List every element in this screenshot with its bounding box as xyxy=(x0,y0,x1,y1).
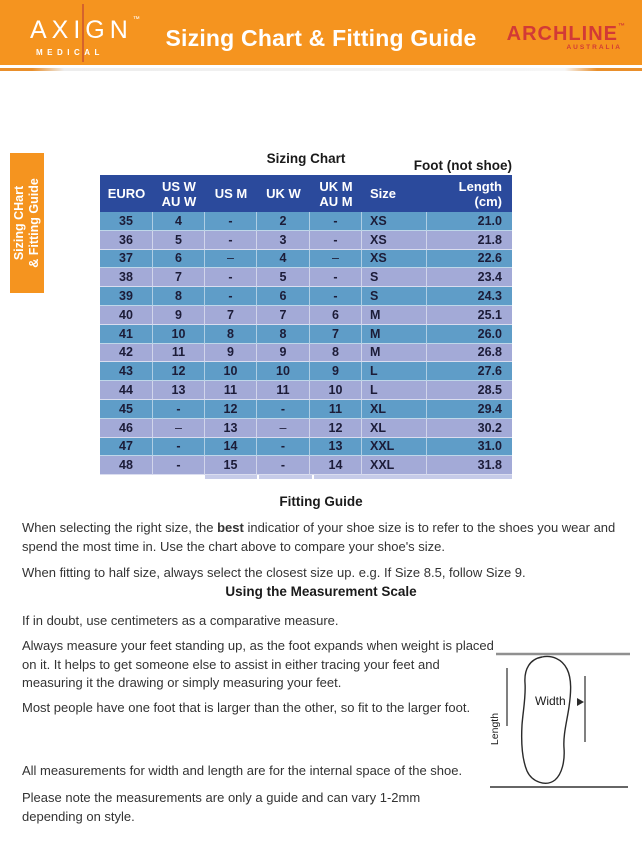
table-row xyxy=(100,325,512,344)
table-cell: - xyxy=(153,456,205,475)
table-cell: – xyxy=(310,250,362,269)
table-cell: 11 xyxy=(257,381,310,400)
table-cell: 31.0 xyxy=(427,438,512,457)
table-cell: 40 xyxy=(100,306,153,325)
table-cell: - xyxy=(310,212,362,231)
measurement-paragraph-4: All measurements for width and length are for the internal space of the shoe. xyxy=(22,763,463,778)
table-cell: 13 xyxy=(205,419,257,438)
table-cell: 28.5 xyxy=(427,381,512,400)
table-cell: - xyxy=(310,268,362,287)
table-cell: 7 xyxy=(153,268,205,287)
table-cell: 12 xyxy=(153,362,205,381)
table-cell: XXL xyxy=(362,438,427,457)
table-cell: 9 xyxy=(205,344,257,363)
header-divider xyxy=(0,68,642,71)
table-cell: – xyxy=(153,419,205,438)
table-cell: 5 xyxy=(257,268,310,287)
table-row xyxy=(100,306,512,325)
width-arrow-icon xyxy=(577,698,584,706)
table-cell: L xyxy=(362,381,427,400)
column-header: Length (cm) xyxy=(427,175,512,212)
axign-logo-name: AXIGN™ xyxy=(30,16,140,44)
table-row xyxy=(100,419,512,438)
table-cell: 11 xyxy=(153,344,205,363)
table-cell: 36 xyxy=(100,231,153,250)
table-cell: 8 xyxy=(153,287,205,306)
table-cell: 7 xyxy=(257,306,310,325)
table-cell: 15 xyxy=(205,456,257,475)
table-row xyxy=(100,362,512,381)
measurement-paragraph-1: If in doubt, use centimeters as a comparative measure. xyxy=(22,613,339,628)
table-cell: 22.6 xyxy=(427,250,512,269)
table-cell: 23.4 xyxy=(427,268,512,287)
table-strip xyxy=(314,475,512,479)
table-cell: L xyxy=(362,362,427,381)
table-cell: 12 xyxy=(310,419,362,438)
table-cell: 8 xyxy=(205,325,257,344)
table-cell: - xyxy=(257,400,310,419)
table-cell: M xyxy=(362,306,427,325)
table-cell: 37 xyxy=(100,250,153,269)
foot-measurement-diagram xyxy=(488,645,638,793)
column-header: US W AU W xyxy=(153,175,205,212)
table-cell: 4 xyxy=(153,212,205,231)
table-cell: 9 xyxy=(310,362,362,381)
table-cell: 9 xyxy=(257,344,310,363)
table-strip xyxy=(205,475,257,479)
table-cell: XXL xyxy=(362,456,427,475)
axign-tm: ™ xyxy=(132,16,140,23)
table-cell: - xyxy=(310,287,362,306)
table-cell: 38 xyxy=(100,268,153,287)
table-cell: 2 xyxy=(257,212,310,231)
table-cell: 45 xyxy=(100,400,153,419)
table-cell: 24.3 xyxy=(427,287,512,306)
table-cell: 42 xyxy=(100,344,153,363)
sizing-chart-title: Sizing Chart xyxy=(266,151,346,166)
table-cell: 6 xyxy=(153,250,205,269)
table-cell: 8 xyxy=(310,344,362,363)
table-cell: – xyxy=(257,419,310,438)
table-header-row xyxy=(100,175,512,212)
side-tab-sizing-chart xyxy=(10,153,44,293)
column-header: UK M AU M xyxy=(310,175,362,212)
table-cell: - xyxy=(205,212,257,231)
length-label: Length xyxy=(489,712,501,746)
table-cell: XL xyxy=(362,400,427,419)
archline-logo-name: ARCHLINE™ xyxy=(506,23,626,45)
table-cell: 9 xyxy=(153,306,205,325)
side-tab-line2: & Fitting Guide xyxy=(27,178,42,268)
fitting-guide-paragraph-1 xyxy=(22,519,624,556)
column-header: EURO xyxy=(100,175,153,212)
table-cell: 7 xyxy=(310,325,362,344)
p1-after: indicatior of your shoe size is to refer to the shoes you wear and spend the most time in. Use the chart above to compare your shoe's size. xyxy=(22,520,616,554)
table-cell: 6 xyxy=(257,287,310,306)
column-header: US M xyxy=(205,175,257,212)
table-cell: - xyxy=(257,438,310,457)
table-cell: 3 xyxy=(257,231,310,250)
table-cell: 11 xyxy=(310,400,362,419)
archline-tm: ™ xyxy=(618,23,626,30)
table-cell: 21.0 xyxy=(427,212,512,231)
table-cell: 10 xyxy=(310,381,362,400)
table-cell: 27.6 xyxy=(427,362,512,381)
table-cell: - xyxy=(257,456,310,475)
table-cell: 7 xyxy=(205,306,257,325)
table-cell: S xyxy=(362,268,427,287)
table-cell: 35 xyxy=(100,212,153,231)
width-label: Width xyxy=(535,694,566,708)
table-cell: - xyxy=(205,287,257,306)
axign-logo-sub: MEDICAL xyxy=(36,48,104,57)
table-cell: 31.8 xyxy=(427,456,512,475)
table-cell: XL xyxy=(362,419,427,438)
table-cell: XS xyxy=(362,250,427,269)
fitting-guide-paragraph-2: When fitting to half size, always select the closest size up. e.g. If Size 8.5, follow Size 9. xyxy=(22,565,526,580)
table-cell: 21.8 xyxy=(427,231,512,250)
table-cell: 41 xyxy=(100,325,153,344)
table-cell: 6 xyxy=(310,306,362,325)
table-cell: 12 xyxy=(205,400,257,419)
measurement-paragraph-3: Most people have one foot that is larger than the other, so fit to the larger foot. xyxy=(22,700,471,715)
table-row xyxy=(100,438,512,457)
table-cell: 39 xyxy=(100,287,153,306)
table-cell: – xyxy=(205,250,257,269)
measurement-scale-heading: Using the Measurement Scale xyxy=(225,584,417,599)
side-tab-line1: Sizing CHart xyxy=(12,185,27,261)
table-row xyxy=(100,287,512,306)
table-cell: 10 xyxy=(205,362,257,381)
table-cell: M xyxy=(362,325,427,344)
table-cell: 14 xyxy=(205,438,257,457)
measurement-paragraph-2: Always measure your feet standing up, as the foot expands when weight is placed on it. It helps to get someone else to assist in either tracing your feet and measuring it the drawing or simply measuring your feet. xyxy=(22,638,494,690)
table-cell: - xyxy=(310,231,362,250)
table-cell: XS xyxy=(362,231,427,250)
column-header: Size xyxy=(362,175,427,212)
table-cell: 48 xyxy=(100,456,153,475)
table-cell: 25.1 xyxy=(427,306,512,325)
table-cell: 11 xyxy=(205,381,257,400)
table-cell: 10 xyxy=(257,362,310,381)
p1-bold: best xyxy=(217,520,244,535)
table-cell: 8 xyxy=(257,325,310,344)
table-row xyxy=(100,231,512,250)
table-cell: 13 xyxy=(310,438,362,457)
table-cell: 14 xyxy=(310,456,362,475)
table-row xyxy=(100,344,512,363)
table-cell: 4 xyxy=(257,250,310,269)
table-cell: 13 xyxy=(153,381,205,400)
table-cell: 43 xyxy=(100,362,153,381)
table-cell: XS xyxy=(362,212,427,231)
table-cell: 46 xyxy=(100,419,153,438)
archline-logo xyxy=(507,23,626,51)
measurement-paragraph-5: Please note the measurements are only a guide and can vary 1-2mm depending on style. xyxy=(22,790,421,824)
page-title: Sizing Chart & Fitting Guide xyxy=(165,25,477,51)
table-strip xyxy=(259,475,312,479)
table-cell: 26.0 xyxy=(427,325,512,344)
foot-outline xyxy=(522,657,571,784)
table-cell: 30.2 xyxy=(427,419,512,438)
table-cell: 44 xyxy=(100,381,153,400)
table-cell: - xyxy=(153,400,205,419)
table-cell: M xyxy=(362,344,427,363)
table-row xyxy=(100,212,512,231)
table-cell: - xyxy=(205,231,257,250)
table-cell: 26.8 xyxy=(427,344,512,363)
table-cell: - xyxy=(153,438,205,457)
side-tab-label xyxy=(12,178,42,268)
header-band xyxy=(0,0,642,65)
column-header: UK W xyxy=(257,175,310,212)
table-row xyxy=(100,250,512,269)
p1-before: When selecting the right size, the xyxy=(22,520,218,535)
foot-not-shoe-label: Foot (not shoe) xyxy=(413,158,512,173)
table-row xyxy=(100,400,512,419)
table-cell: 5 xyxy=(153,231,205,250)
sizing-table xyxy=(100,175,512,475)
table-row xyxy=(100,456,512,475)
size-table-body xyxy=(100,212,512,475)
table-cell: - xyxy=(205,268,257,287)
table-cell: S xyxy=(362,287,427,306)
table-cell: 29.4 xyxy=(427,400,512,419)
table-row xyxy=(100,268,512,287)
table-cell: 10 xyxy=(153,325,205,344)
table-cell: 47 xyxy=(100,438,153,457)
table-row xyxy=(100,381,512,400)
fitting-guide-heading: Fitting Guide xyxy=(279,494,363,509)
archline-logo-sub: AUSTRALIA xyxy=(566,44,622,51)
